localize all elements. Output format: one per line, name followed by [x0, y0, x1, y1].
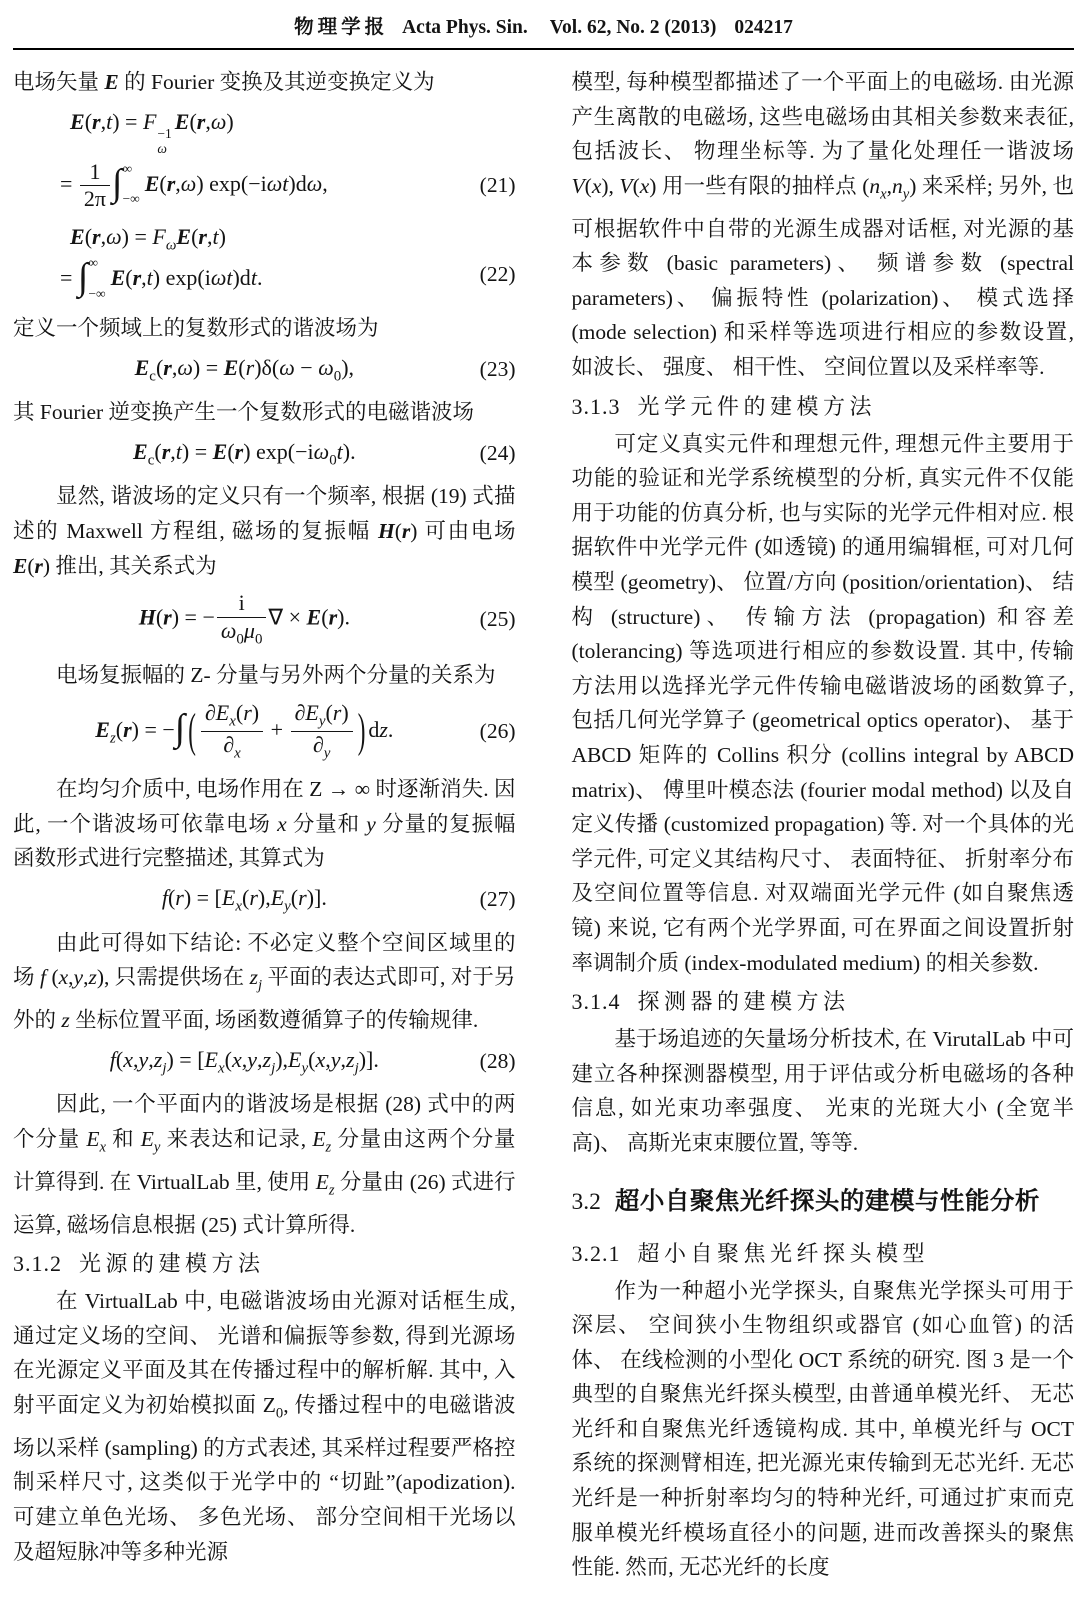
equation-25 [13, 590, 516, 649]
equation-body: $E_c(r,\omega) = E(r)\delta(\omega - \omega_0)$, [134, 354, 355, 385]
journal-volume: Vol. 62, No. 2 (2013) [549, 17, 717, 38]
equation-number: (21) [479, 172, 516, 197]
heading-title: 超小自聚焦光纤探头的建模与性能分析 [614, 1187, 1040, 1215]
equation-body: $E(r,\omega) = F_\omega E(r,t)$ = ∫ ∞ −∞ E(r,t) exp(iωt)dt. [60, 223, 263, 301]
paragraph: 由此可得如下结论: 不必定义整个空间区域里的场 f (x,y,z), 只需提供场在 $z_j$ 平面的表达式即可, 对于另外的 z 坐标位置平面, 场函数遵循算子的传输规律. [13, 930, 516, 1033]
section-heading-3-1-4 [572, 983, 1075, 1020]
heading-number: 3.1.2 [13, 1251, 62, 1277]
equation-23 [13, 353, 516, 387]
equation-26 [13, 700, 516, 764]
heading-title: 光学元件的建模方法 [637, 393, 877, 419]
section-heading-3-2-1 [572, 1235, 1075, 1272]
heading-number: 3.2.1 [571, 1240, 621, 1266]
section-heading-3-1-3 [572, 388, 1075, 425]
paragraph: 定义一个频域上的复数形式的谐波场为 [13, 316, 379, 341]
journal-title-en: Acta Phys. Sin. [402, 17, 528, 38]
paragraph: 显然, 谐波场的定义只有一个频率, 根据 (19) 式描述的 Maxwell 方程组, 磁场的复振幅 H(r) 可由电场 E(r) 推出, 其关系式为 [13, 484, 516, 578]
paragraph: 作为一种超小光学探头, 自聚焦光学探头可用于深层、 空间狭小生物组织或器官 (如心血管) 的活体、 在线检测的小型化 OCT 系统的研究. 图 3 是一个典型的自聚焦光纤探头模型, 由普通单模光纤、 无芯光纤和自聚焦光纤透镜构成. 其中, 单模光纤与 OCT 系统的探测臂相连, 把光源光束传输到无芯光纤. 无芯光纤是一种折射率均匀的特种光纤, 可通过扩束而克服单模光纤模场直径小的问题, 进而改善探头的聚焦性能. 然而, 无芯光纤的长度 [571, 1278, 1074, 1580]
equation-body: $f(x,y,z_j) = [E_x(x,y,z_j),E_y(x,y,z_j)]$. [109, 1046, 379, 1077]
paragraph: 其 Fourier 逆变换产生一个复数形式的电磁谐波场 [13, 400, 475, 425]
equation-28 [13, 1045, 516, 1079]
article-number: 024217 [734, 17, 793, 38]
heading-number: 3.2 [571, 1188, 601, 1215]
equation-body: $E_z(r)$ = −∫ ( $\frac{\partial E_x(r)}{\partial_x}$ + $\frac{\partial E_y(r)}{\partial_y}$ ) dz. [95, 699, 394, 762]
equation-body: $E_c(r,t) = E(r)$ $\exp(-i\omega_0t)$. [133, 438, 356, 469]
equation-body: E(r,t) = F −1 ω E(r,ω) = $\frac{1}{2\pi}$ ∫ ∞ −∞ E(r,ω) exp(−iωt)dω, [60, 108, 328, 212]
section-heading-3-2 [572, 1186, 1075, 1218]
left-column [13, 65, 516, 1585]
equation-number: (24) [479, 441, 516, 466]
equation-27 [13, 883, 516, 917]
article-body [13, 50, 1074, 1585]
page-header [13, 0, 1074, 48]
paragraph: 在 VirtualLab 中, 电磁谐波场由光源对话框生成, 通过定义场的空间、 光谱和偏振等参数, 得到光源场在光源定义平面及其在传播过程中的解析解. 其中, 入射平面定义为初始模拟面 $Z_0$, 传播过程中的电磁谐波场以采样 (sampling) 的方式表述, 其采样过程要严格控制采样尺寸, 这类似于光学中的 “切趾”(apodization). 可建立单色光场、 多色光场、 部分空间相干光场以及超短脉冲等多种光源 [13, 1289, 516, 1564]
heading-title: 探测器的建模方法 [637, 989, 850, 1015]
section-heading-3-1-2 [13, 1245, 516, 1282]
heading-title: 光源的建模方法 [79, 1251, 265, 1277]
paragraph: 模型, 每种模型都描述了一个平面上的电磁场. 由光源产生离散的电磁场, 这些电磁场由其相关参数来表征, 包括波长、 物理坐标等. 为了量化处理任一谐波场 V(x), V(x) 用一些有限的抽样点 $(n_x,n_y)$ 来采样; 另外, 也可根据软件中自带的光源生成器对话框, 对光源的基本参数 (basic parameters)、 频谱参数 (spectral parameters)、 偏振特性 (polarization)、 模式选择 (mode selection) 和采样等选项进行相应的参数设置, 如波长、 强度、 相干性、 空间位置以及采样率等. [571, 70, 1074, 380]
heading-number: 3.1.4 [571, 989, 621, 1015]
equation-24 [13, 437, 516, 471]
equation-body: $f(r) = [E_x(r),E_y(r)]$. [161, 885, 327, 915]
paragraph: 基于场追迹的矢量场分析技术, 在 VirutalLab 中可建立各种探测器模型, 用于评估或分析电磁场的各种信息, 如光束功率强度、 光束的光斑大小 (全宽半高)、 高斯光束束腰位置, 等等. [571, 1027, 1074, 1155]
equation-number: (27) [479, 887, 516, 912]
equation-number: (28) [479, 1048, 516, 1073]
paragraph: 因此, 一个平面内的谐波场是根据 (28) 式中的两个分量 $E_x$ 和 $E_y$ 来表达和记录, $E_z$ 分量由这两个分量计算得到. 在 VirtualLab 里, 使用 $E_z$ 分量由 (26) 式进行运算, 磁场信息根据 (25) 式计算所得. [13, 1092, 516, 1237]
heading-number: 3.1.3 [571, 393, 621, 419]
equation-number: (25) [479, 607, 516, 632]
equation-21 [13, 107, 516, 213]
paragraph: 电场复振幅的 Z- 分量与另外两个分量的关系为 [56, 662, 496, 687]
equation-number: (26) [479, 718, 516, 743]
paragraph: 可定义真实元件和理想元件, 理想元件主要用于功能的验证和光学系统模型的分析, 真实元件不仅能用于功能的仿真分析, 也与实际的光学元件相对应. 根据软件中光学元件 (如透镜) 的通用编辑框, 可对几何模型 (geometry)、 位置/方向 (position/orientation)、 结构 (structure)、 传输方法 (propagation) 和容差 (tolerancing) 等选项进行相应的参数设置. 其中, 传输方法用以选择光学元件传输电磁谐波场的函数算子, 包括几何光学算子 (geometrical optics operator)、 基于 ABCD 矩阵的 Collins 积分 (collins integral by ABCD matrix)、 傅里叶模态法 (fourier modal method) 以及自定义传播 (customized propagation) 等. 对一个具体的光学元件, 可定义其结构尺寸、 表面特征、 折射率分布及空间位置等信息. 对双端面光学元件 (如自聚焦透镜) 来说, 它有两个光学界面, 可在界面之间设置折射率调制介质 (index-modulated medium) 的相关参数. [571, 431, 1074, 975]
equation-22 [13, 222, 516, 303]
heading-title: 超小自聚焦光纤探头模型 [637, 1240, 930, 1266]
journal-title-cn: 物理学报 [294, 17, 389, 38]
equation-number: (23) [479, 357, 516, 382]
equation-number: (22) [479, 262, 516, 287]
equation-body: H(r) = − $\frac{i}{\omega_0\mu_0}$ ∇ × E(r). [138, 590, 350, 648]
right-column [572, 65, 1075, 1585]
paragraph: 电场矢量 E 的 Fourier 变换及其逆变换定义为 [13, 70, 435, 94]
paragraph: 在均匀介质中, 电场作用在 Z → ∞ 时逐渐消失. 因此, 一个谐波场可依靠电场 x 分量和 y 分量的复振幅函数形式进行完整描述, 其算式为 [13, 777, 516, 871]
